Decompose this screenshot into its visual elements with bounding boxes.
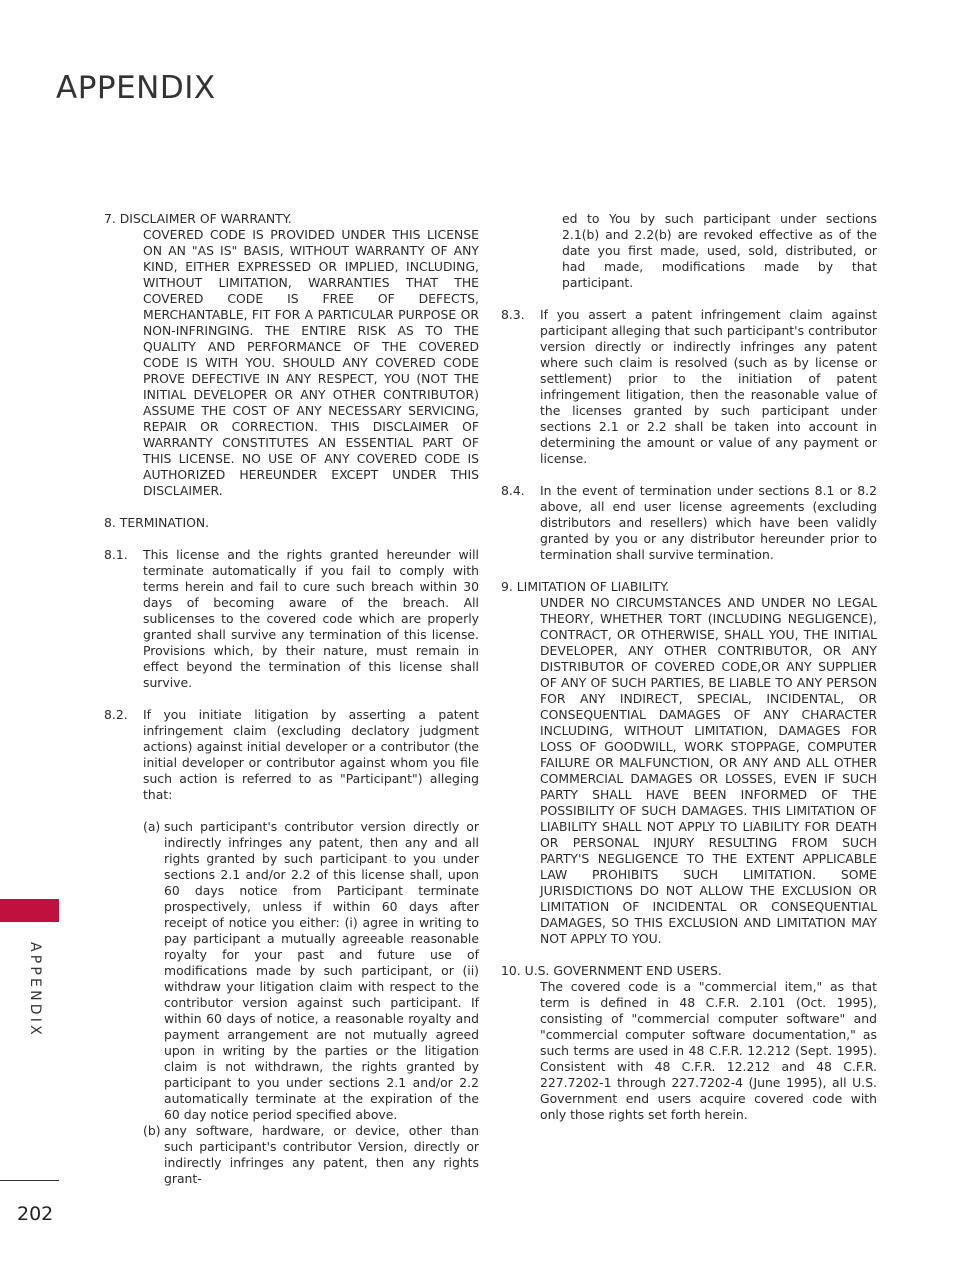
- clause-8-1-text: This license and the rights granted hereunder will terminate automatically if you fail to comply with terms herein and fail to cure such breach within 30 days of becoming aware of the breach. All sublicenses to the covered code which are properly granted shall survive any termination of this license. Provisions which, by their nature, must remain in effect beyond the termination of this license shall survive.: [143, 547, 479, 690]
- clause-8-2: [104, 707, 479, 803]
- clause-8-2-b-continued: ed to You by such participant under sections 2.1(b) and 2.2(b) are revoked effective as of the date you first made, used, sold, distributed, or had made, modifications made by that participant.: [562, 211, 877, 290]
- section-9-heading: 9. LIMITATION OF LIABILITY.: [501, 579, 670, 594]
- section-color-tab: [0, 899, 59, 922]
- clause-8-4: [501, 483, 877, 563]
- section-8-heading: 8. TERMINATION.: [104, 515, 210, 530]
- left-column: [104, 211, 479, 1187]
- clause-8-3: [501, 307, 877, 467]
- footer-divider: [0, 1180, 59, 1181]
- sidebar-section-label: APPENDIX: [27, 942, 43, 1038]
- section-9-body: UNDER NO CIRCUMSTANCES AND UNDER NO LEGAL THEORY, WHETHER TORT (INCLUDING NEGLIGENCE), CONTRACT, OR OTHERWISE, SHALL YOU, THE INITIAL DEVELOPER, ANY OTHER CONTRIBUTOR, OR ANY DISTRIBUTOR OF COVERED CODE,OR ANY SUPPLIER OF ANY OF SUCH PARTIES, BE LIABLE TO ANY PERSON FOR ANY INDIRECT, SPECIAL, INCIDENTAL, OR CONSEQUENTIAL DAMAGES OF ANY CHARACTER INCLUDING, WITHOUT LIMITATION, DAMAGES FOR LOSS OF GOODWILL, WORK STOPPAGE, COMPUTER FAILURE OR MALFUNCTION, OR ANY AND ALL OTHER COMMERCIAL DAMAGES OR LOSSES, EVEN IF SUCH PARTY SHALL HAVE BEEN INFORMED OF THE POSSIBILITY OF SUCH DAMAGES. THIS LIMITATION OF LIABILITY SHALL NOT APPLY TO LIABILITY FOR DEATH OR PERSONAL INJURY RESULTING FROM SUCH PARTY'S NEGLIGENCE TO THE EXTENT APPLICABLE LAW PROHIBITS SUCH LIMITATION. SOME JURISDICTIONS DO NOT ALLOW THE EXCLUSION OR LIMITATION OF INCIDENTAL OR CONSEQUENTIAL DAMAGES, SO THIS EXCLUSION AND LIMITATION MAY NOT APPLY TO YOU.: [540, 595, 877, 946]
- section-10-heading: 10. U.S. GOVERNMENT END USERS.: [501, 963, 722, 978]
- right-column: [501, 211, 877, 1123]
- page-number: 202: [17, 1203, 54, 1225]
- clause-8-2-a-label: (a): [143, 819, 161, 834]
- clause-8-2-number: 8.2.: [104, 707, 128, 722]
- clause-8-3-text: If you assert a patent infringement claim against participant alleging that such participant's contributor version directly or indirectly infringes any patent where such claim is resolved (such as by license or settlement) prior to the initiation of patent infringement litigation, then the reasonable value of the licenses granted by such participant under sections 2.1 or 2.2 shall be taken into account in determining the amount or value of any payment or license.: [540, 307, 877, 466]
- section-10-body: The covered code is a "commercial item," as that term is defined in 48 C.F.R. 2.101 (Oct. 1995), consisting of "commercial computer software" and "commercial computer software documentation," as such terms are used in 48 C.F.R. 12.212 (Sept. 1995). Consistent with 48 C.F.R. 12.212 and 48 C.F.R. 227.7202-1 through 227.7202-4 (June 1995), all U.S. Government end users acquire covered code with only those rights set forth herein.: [540, 979, 877, 1122]
- clause-8-2-text: If you initiate litigation by asserting a patent infringement claim (excluding declatory judgment actions) against initial developer or a contributor (the initial developer or contributor against whom you file such action is referred to as "Participant") alleging that:: [143, 707, 479, 802]
- clause-8-2-a: [104, 819, 479, 1123]
- page-title: APPENDIX: [56, 70, 216, 106]
- section-7-body: COVERED CODE IS PROVIDED UNDER THIS LICENSE ON AN "AS IS" BASIS, WITHOUT WARRANTY OF ANY KIND, EITHER EXPRESSED OR IMPLIED, INCLUDING, WITHOUT LIMITATION, WARRANTIES THAT THE COVERED CODE IS FREE OF DEFECTS, MERCHANTABLE, FIT FOR A PARTICULAR PURPOSE OR NON-INFRINGING. THE ENTIRE RISK AS TO THE QUALITY AND PERFORMANCE OF THE COVERED CODE IS WITH YOU. SHOULD ANY COVERED CODE PROVE DEFECTIVE IN ANY RESPECT, YOU (NOT THE INITIAL DEVELOPER OR ANY OTHER CONTRIBUTOR) ASSUME THE COST OF ANY NECESSARY SERVICING, REPAIR OR CORRECTION. THIS DISCLAIMER OF WARRANTY CONSTITUTES AN ESSENTIAL PART OF THIS LICENSE. NO USE OF ANY COVERED CODE IS AUTHORIZED HEREUNDER EXCEPT UNDER THIS DISCLAIMER.: [143, 227, 479, 498]
- clause-8-4-text: In the event of termination under sections 8.1 or 8.2 above, all end user license agreements (excluding distributors and resellers) which have been validly granted by you or any distributor hereunder prior to termination shall survive termination.: [540, 483, 877, 562]
- clause-8-2-b-label: (b): [143, 1123, 161, 1138]
- clause-8-1-number: 8.1.: [104, 547, 128, 562]
- clause-8-2-a-text: such participant's contributor version directly or indirectly infringes any patent, then any and all rights granted by such participant to you under sections 2.1 and/or 2.2 of this license shall, upon 60 days notice from Participant terminate prospectively, unless if within 60 days after receipt of notice you either: (i) agree in writing to pay participant a mutually agreeable reasonable royalty for your past and future use of modifications made by such participant, or (ii) withdraw your litigation claim with respect to the contributor version against such participant. If within 60 days of notice, a reasonable royalty and payment arrangement are not mutually agreed upon in writing by the parties or the litigation claim is not withdrawn, the rights granted by participant to you under sections 2.1 and/or 2.2 automatically terminate at the expiration of the 60 day notice period specified above.: [164, 819, 479, 1122]
- clause-8-2-b-text: any software, hardware, or device, other than such participant's contributor Version, directly or indirectly infringes any patent, then any rights grant-: [164, 1123, 479, 1186]
- clause-8-4-number: 8.4.: [501, 483, 525, 498]
- clause-8-1: [104, 547, 479, 691]
- section-7-heading: 7. DISCLAIMER OF WARRANTY.: [104, 211, 292, 226]
- clause-8-3-number: 8.3.: [501, 307, 525, 322]
- clause-8-2-b: [104, 1123, 479, 1187]
